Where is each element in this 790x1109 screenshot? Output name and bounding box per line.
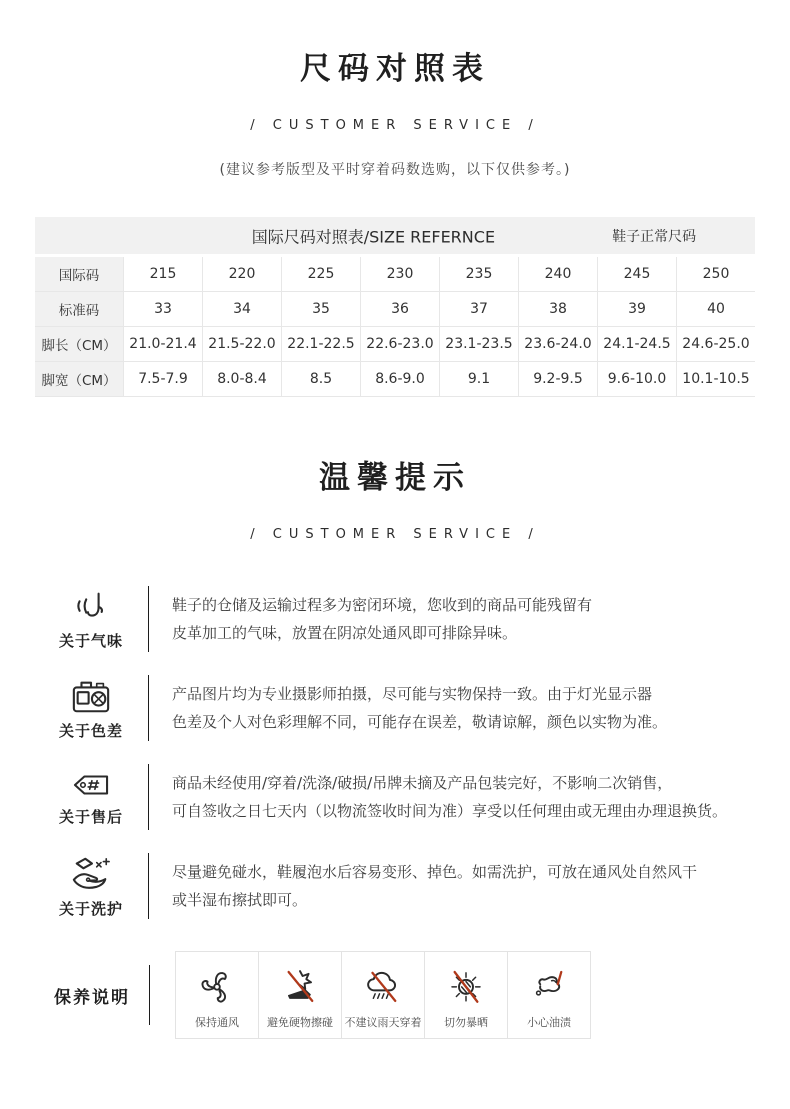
oil-stain-icon [528,964,570,1008]
table-cell: 24.6-25.0 [677,327,755,361]
care-caption: 不建议雨天穿着 [344,1016,422,1030]
care-section-label: 保养说明 [54,987,130,1008]
table-cell: 23.1-23.5 [440,327,518,361]
table-cell: 225 [282,257,360,291]
table-cell: 8.6-9.0 [361,362,439,396]
table-cell: 9.2-9.5 [519,362,597,396]
tip-text-line: 可自签收之日七天内（以物流签收时间为准）享受以任何理由或无理由办理退换货。 [172,802,728,821]
table-cell: 7.5-7.9 [124,362,202,396]
size-section-title: 尺码对照表 [300,51,490,87]
tip-text-line: 色差及个人对色彩理解不同，可能存在误差，敬请谅解，颜色以实物为准。 [172,713,668,732]
tip-text-line: 皮革加工的气味，放置在阴凉处通风即可排除异味。 [172,624,518,643]
tip-left-washing-care [34,854,148,919]
size-table-header-main: 国际尺码对照表/SIZE REFERNCE [251,227,496,247]
fan-ventilation-icon [196,964,238,1008]
table-cell: 23.6-24.0 [519,327,597,361]
camera-icon [67,676,115,716]
size-table-header-right: 鞋子正常尺码 [612,228,697,245]
size-section-subtitle: / CUSTOMER SERVICE / [250,118,540,134]
no-hard-object-icon [279,964,321,1008]
table-cell: 33 [124,292,202,326]
tip-label-washing-care: 关于洗护 [58,899,123,918]
care-boxes [175,951,591,1039]
tip-row-after-sales [34,756,756,838]
care-box-no-sun [424,951,508,1039]
table-cell: 8.5 [282,362,360,396]
tip-text-color-difference [149,680,667,736]
table-cell: 230 [361,257,439,291]
table-cell: 22.1-22.5 [282,327,360,361]
care-caption: 小心油渍 [527,1016,571,1030]
tip-text-line: 产品图片均为专业摄影师拍摄，尽可能与实物保持一致。由于灯光显示器 [172,685,653,704]
table-cell: 21.5-22.0 [203,327,281,361]
table-cell: 40 [677,292,755,326]
table-cell: 215 [124,257,202,291]
table-cell: 8.0-8.4 [203,362,281,396]
table-cell: 10.1-10.5 [677,362,755,396]
row-label-international-size: 国际码 [35,257,123,291]
care-box-ventilation [175,951,259,1039]
care-caption: 避免硬物擦碰 [267,1016,333,1030]
tip-row-smell [34,578,756,660]
table-cell: 38 [519,292,597,326]
tip-text-line: 商品未经使用/穿着/洗涤/破损/吊牌未摘及产品包装完好，不影响二次销售， [172,774,673,793]
tip-text-line: 或半湿布擦拭即可。 [172,891,308,910]
table-cell: 39 [598,292,676,326]
table-cell: 22.6-23.0 [361,327,439,361]
tip-text-line: 鞋子的仓储及运输过程多为密闭环境，您收到的商品可能残留有 [172,596,593,615]
table-cell: 235 [440,257,518,291]
tip-left-color-difference [34,676,148,741]
bottom-spacer [0,1039,790,1094]
tips-section-subtitle: / CUSTOMER SERVICE / [250,527,540,543]
table-cell: 220 [203,257,281,291]
table-cell: 24.1-24.5 [598,327,676,361]
tip-text-smell [149,591,592,647]
table-cell: 240 [519,257,597,291]
table-cell: 37 [440,292,518,326]
tip-label-color-difference: 关于色差 [58,721,123,740]
care-box-no-rain [341,951,425,1039]
tip-label-after-sales: 关于售后 [58,807,123,826]
table-cell: 34 [203,292,281,326]
no-rain-icon [362,964,404,1008]
care-box-no-hard-objects [258,951,342,1039]
price-tag-icon [68,768,114,802]
row-label-foot-width: 脚宽（CM） [35,362,123,396]
tip-text-washing-care [149,858,697,914]
tip-text-line: 尽量避免碰水，鞋履泡水后容易变形、掉色。如需洗护，可放在通风处自然风干 [172,863,698,882]
hand-wash-icon [66,854,116,894]
table-cell: 9.1 [440,362,518,396]
tip-row-washing-care [34,845,756,927]
care-section [35,951,790,1039]
tip-label-smell: 关于气味 [58,631,123,650]
size-note: (建议参考版型及平时穿着码数选购，以下仅供参考。) [219,162,571,179]
table-cell: 36 [361,292,439,326]
tip-left-smell [34,588,148,651]
care-caption: 切勿暴晒 [444,1016,488,1030]
smell-icon [68,588,114,626]
table-cell: 35 [282,292,360,326]
no-sun-exposure-icon [445,964,487,1008]
tips-list [34,578,756,927]
size-table-body [35,257,755,397]
tip-left-after-sales [34,768,148,827]
table-cell: 21.0-21.4 [124,327,202,361]
tip-text-after-sales [149,769,727,825]
size-table-header [35,217,755,254]
table-cell: 250 [677,257,755,291]
size-table [35,217,755,397]
row-label-standard-size: 标准码 [35,292,123,326]
table-cell: 245 [598,257,676,291]
care-box-oil-stain [507,951,591,1039]
row-label-foot-length: 脚长（CM） [35,327,123,361]
tips-section-title: 温馨提示 [319,460,471,497]
tip-row-color-difference [34,667,756,749]
table-cell: 9.6-10.0 [598,362,676,396]
care-caption: 保持通风 [195,1016,239,1030]
vertical-divider [149,965,150,1025]
